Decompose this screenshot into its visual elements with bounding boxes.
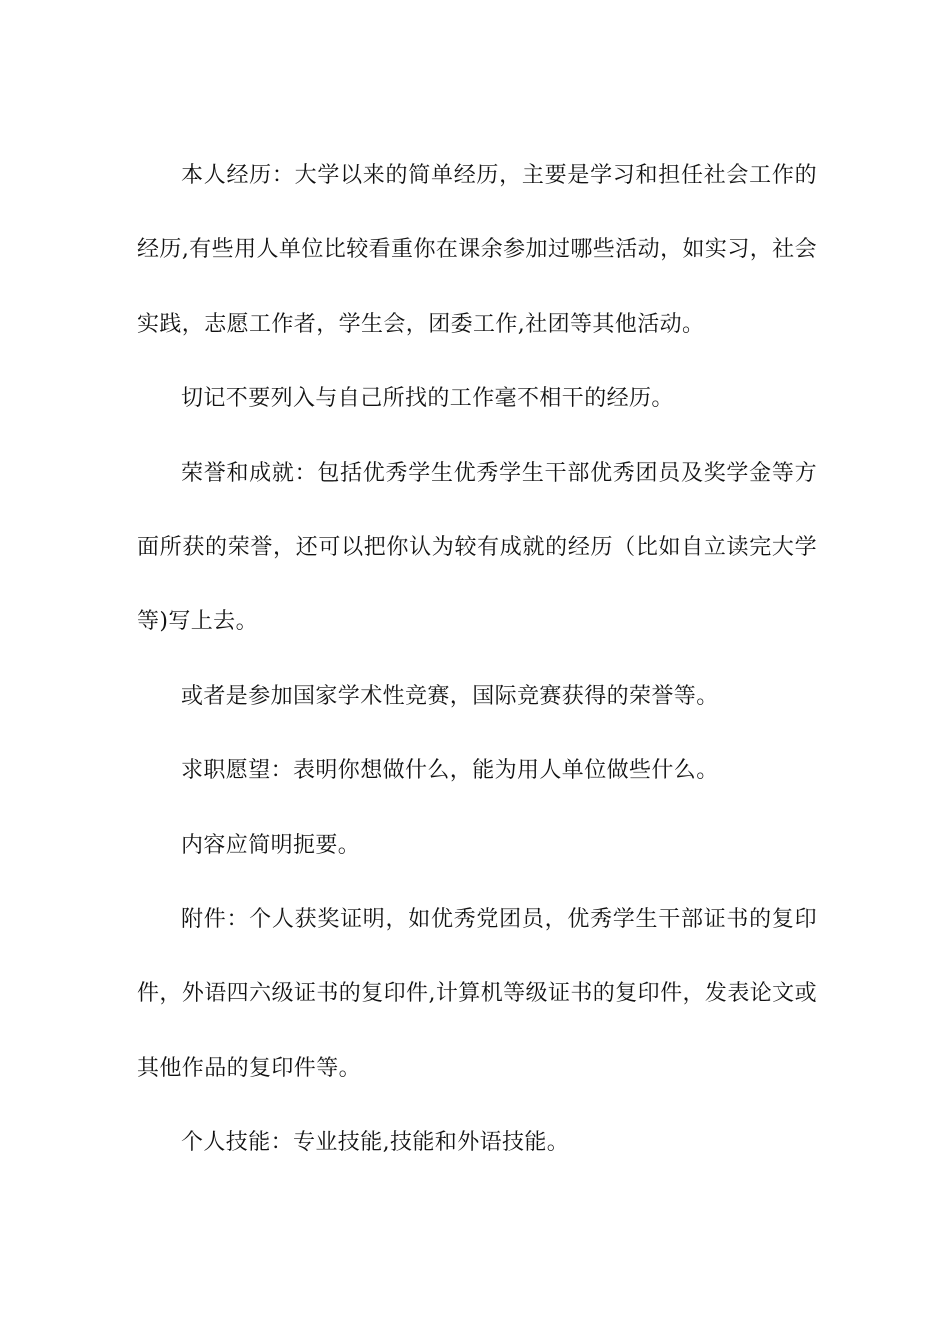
document-body [137, 139, 817, 1181]
paragraph-skills: 个人技能：专业技能,技能和外语技能。 [181, 1130, 570, 1156]
paragraph-experience-note: 切记不要列入与自己所找的工作毫不相干的经历。 [181, 386, 674, 412]
paragraph-attachments: 附件：个人获奖证明，如优秀党团员，优秀学生干部证书的复印件，外语四六级证书的复印件,计算机等级证书的复印件，发表论文或其他作品的复印件等。 [137, 907, 817, 1081]
paragraph-job-intent: 求职愿望：表明你想做什么，能为用人单位做些什么。 [181, 758, 719, 784]
paragraph-experience: 本人经历：大学以来的简单经历，主要是学习和担任社会工作的经历,有些用人单位比较看重你在课余参加过哪些活动，如实习，社会实践，志愿工作者，学生会，团委工作,社团等其他活动。 [137, 163, 817, 337]
paragraph-honors-note: 或者是参加国家学术性竞赛，国际竞赛获得的荣誉等。 [181, 683, 719, 709]
paragraph-job-intent-note: 内容应简明扼要。 [181, 832, 361, 858]
paragraph-honors: 荣誉和成就：包括优秀学生优秀学生干部优秀团员及奖学金等方面所获的荣誉，还可以把你认为较有成就的经历（比如自立读完大学等)写上去。 [137, 460, 817, 635]
